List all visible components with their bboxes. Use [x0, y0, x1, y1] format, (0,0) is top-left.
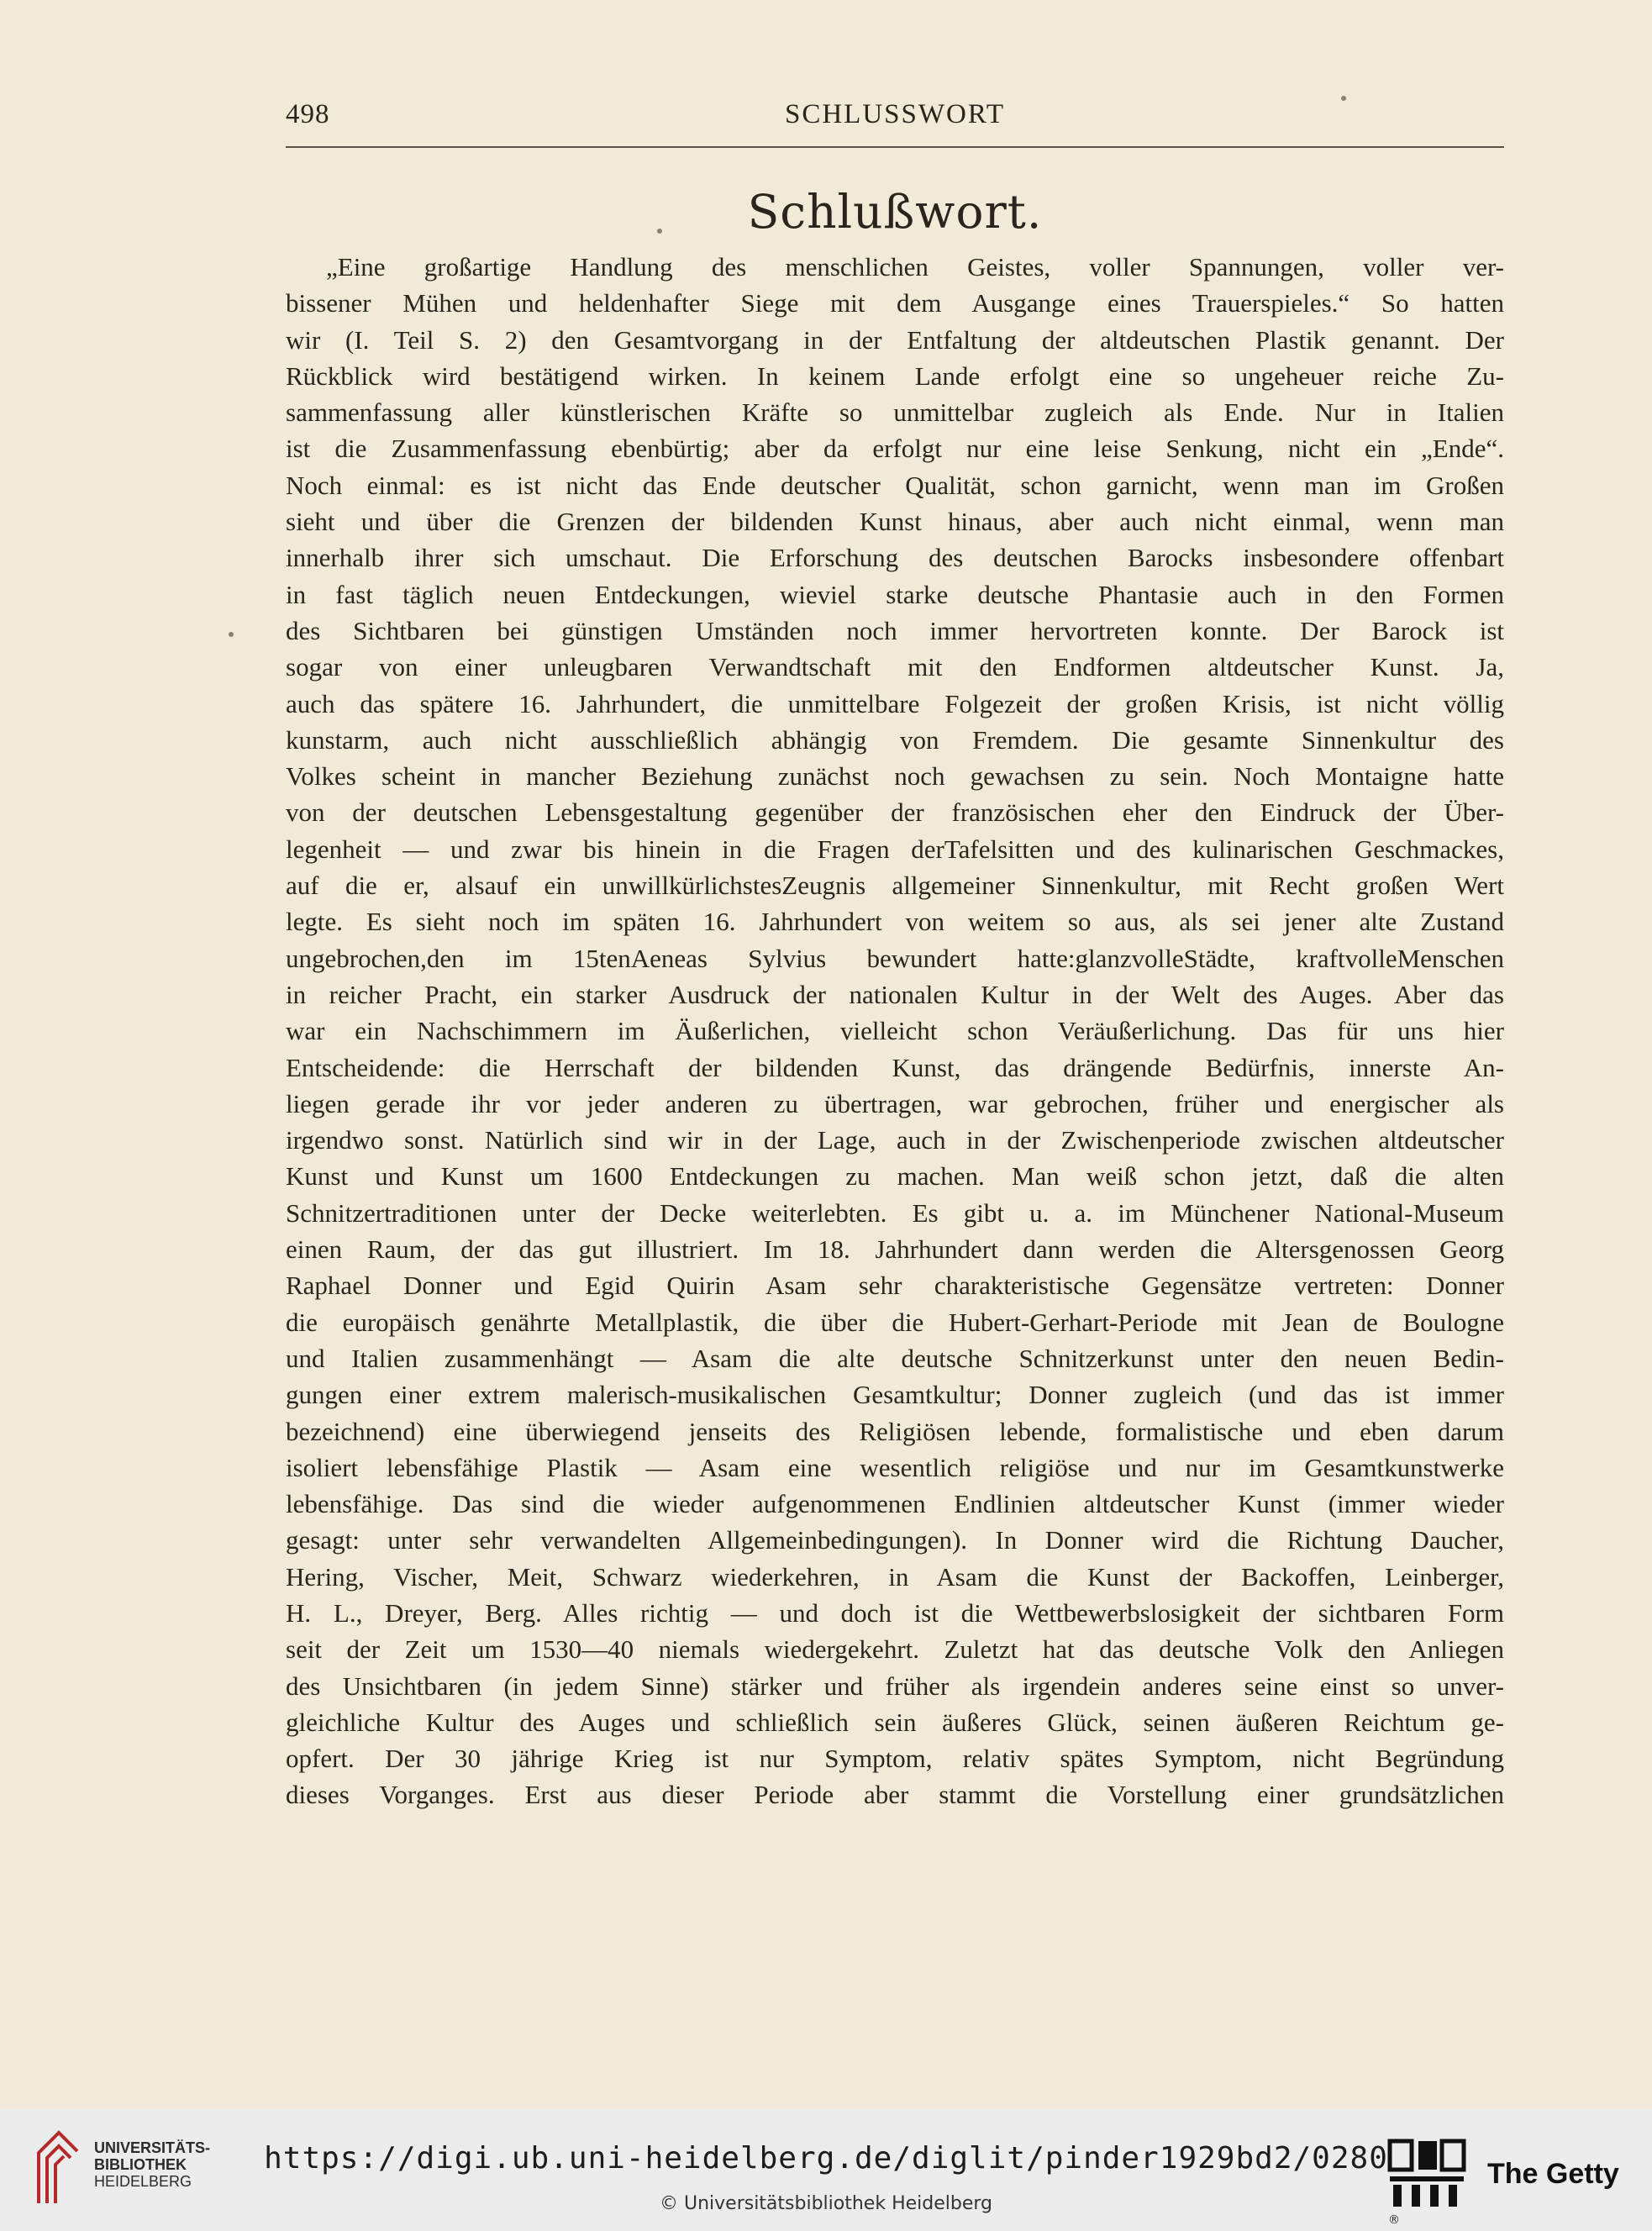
text-line: legte. Es sieht noch im späten 16. Jahrhundert von weitem so aus, als sei jener alte Zustand: [286, 907, 1504, 937]
text-line: isoliert lebensfähige Plastik — Asam eine wesentlich religiöse und nur im Gesamtkunstwerke: [286, 1452, 1504, 1482]
text-line: sieht und über die Grenzen der bildenden Kunst hinaus, aber auch nicht einmal, wenn man: [286, 507, 1504, 537]
page-number: 498: [286, 99, 330, 129]
text-line: bezeichnend) eine überwiegend jenseits des Religiösen lebende, formalistische und eben darum: [286, 1416, 1504, 1446]
text-line: „Eine großartige Handlung des menschlichen Geistes, voller Spannungen, voller ver-: [326, 252, 1504, 282]
text-line: Raphael Donner und Egid Quirin Asam sehr charakteristische Gegensätze vertreten: Donner: [286, 1271, 1504, 1301]
text-line: legenheit — und zwar bis hinein in die Fragen derTafelsitten und des kulinarischen Geschmackes,: [286, 834, 1504, 864]
speck-mark: [1341, 96, 1346, 101]
text-line: seit der Zeit um 1530—40 niemals wiedergekehrt. Zuletzt hat das deutsche Volk den Anliegen: [286, 1634, 1504, 1665]
text-line: gleichliche Kultur des Auges und schließlich sein äußeres Glück, seinen äußeren Reichtum ge-: [286, 1707, 1504, 1737]
text-line: Volkes scheint in mancher Beziehung zunächst noch gewachsen zu sein. Noch Montaigne hatte: [286, 761, 1504, 792]
text-line: gungen einer extrem malerisch-musikalischen Gesamtkultur; Donner zugleich (und das ist immer: [286, 1380, 1504, 1410]
text-line: sogar von einer unleugbaren Verwandtschaft mit den Endformen altdeutscher Kunst. Ja,: [286, 652, 1504, 682]
text-line: Schnitzertraditionen unter der Decke weiterlebten. Es gibt u. a. im Münchener National-Museum: [286, 1197, 1504, 1228]
text-line: war ein Nachschimmern im Äußerlichen, vielleicht schon Veräußerlichung. Das für uns hier: [286, 1016, 1504, 1046]
permalink-url[interactable]: https://digi.ub.uni-heidelberg.de/diglit/pinder1929bd2/0280: [264, 2141, 1388, 2176]
text-line: in reicher Pracht, ein starker Ausdruck der nationalen Kultur in der Welt des Auges. Aber das: [286, 979, 1504, 1009]
partner-name: The Getty: [1487, 2158, 1619, 2190]
text-line: dieses Vorganges. Erst aus dieser Periode aber stammt die Vorstellung einer grundsätzlichen: [286, 1780, 1504, 1810]
registered-mark: ®: [1388, 2213, 1400, 2227]
text-line: ungebrochen,den im 15tenAeneas Sylvius bewundert hatte:glanzvolleStädte, kraftvolleMenschen: [286, 943, 1504, 973]
text-line: auch das spätere 16. Jahrhundert, die unmittelbare Folgezeit der großen Krisis, ist nicht völlig: [286, 688, 1504, 718]
text-line: H. L., Dreyer, Berg. Alles richtig — und doch ist die Wettbewerbslosigkeit der sichtbaren Form: [286, 1597, 1504, 1628]
text-line: des Unsichtbaren (in jedem Sinne) stärker und früher als irgendein anderes seine einst so unver-: [286, 1671, 1504, 1701]
speck-mark: [229, 632, 234, 637]
text-line: von der deutschen Lebensgestaltung gegenüber der französischen eher den Eindruck der Über-: [286, 797, 1504, 828]
text-line: Kunst und Kunst um 1600 Entdeckungen zu machen. Man weiß schon jetzt, daß die alten: [286, 1161, 1504, 1192]
chapter-title: Schlußwort.: [747, 185, 1043, 239]
text-line: bissener Mühen und heldenhafter Siege mit dem Ausgange eines Trauerspieles.“ So hatten: [286, 288, 1504, 318]
text-line: die europäisch genährte Metallplastik, die über die Hubert-Gerhart-Periode mit Jean de Boulogne: [286, 1307, 1504, 1337]
text-line: kunstarm, auch nicht ausschließlich abhängig von Fremdem. Die gesamte Sinnenkultur des: [286, 724, 1504, 755]
text-line: liegen gerade ihr vor jeder anderen zu übertragen, war gebrochen, früher und energischer als: [286, 1088, 1504, 1118]
text-line: Entscheidende: die Herrschaft der bildenden Kunst, das drängende Bedürfnis, innerste An-: [286, 1052, 1504, 1082]
text-line: irgendwo sonst. Natürlich sind wir in der Lage, auch in der Zwischenperiode zwischen altdeutscher: [286, 1125, 1504, 1155]
getty-logo-icon: [1386, 2138, 1467, 2212]
body-text: [286, 249, 1504, 1813]
text-line: wir (I. Teil S. 2) den Gesamtvorgang in der Entfaltung der altdeutschen Plastik genannt. Der: [286, 324, 1504, 355]
text-line: einen Raum, der das gut illustriert. Im 18. Jahrhundert dann werden die Altersgenossen Georg: [286, 1234, 1504, 1265]
text-line: und Italien zusammenhängt — Asam die alte deutsche Schnitzerkunst unter den neuen Bedin-: [286, 1343, 1504, 1373]
text-line: des Sichtbaren bei günstigen Umständen noch immer hervortreten konnte. Der Barock ist: [286, 615, 1504, 645]
text-line: gesagt: unter sehr verwandelten Allgemeinbedingungen). In Donner wird die Richtung Daucher,: [286, 1525, 1504, 1555]
copyright-notice: © Universitätsbibliothek Heidelberg: [659, 2193, 992, 2214]
text-line: Hering, Vischer, Meit, Schwarz wiederkehren, in Asam die Kunst der Backoffen, Leinberger,: [286, 1561, 1504, 1592]
running-title: SCHLUSSWORT: [784, 99, 1006, 129]
running-head: [286, 99, 1504, 148]
text-line: Noch einmal: es ist nicht das Ende deutscher Qualität, schon garnicht, wenn man im Großen: [286, 470, 1504, 500]
text-line: Rückblick wird bestätigend wirken. In keinem Lande erfolgt eine so ungeheuer reiche Zu-: [286, 360, 1504, 391]
text-line: ist die Zusammenfassung ebenbürtig; aber da erfolgt nur eine leise Senkung, nicht ein „Ende“.: [286, 434, 1504, 464]
library-name-line: HEIDELBERG: [94, 2173, 192, 2190]
text-line: in fast täglich neuen Entdeckungen, wieviel starke deutsche Phantasie auch in den Formen: [286, 579, 1504, 609]
library-name-line: UNIVERSITÄTS-: [94, 2139, 211, 2156]
viewer-footer: [0, 2109, 1652, 2231]
text-line: sammenfassung aller künstlerischen Kräfte so unmittelbar zugleich als Ende. Nur in Italien: [286, 397, 1504, 428]
library-name-line: BIBLIOTHEK: [94, 2156, 187, 2173]
text-line: opfert. Der 30 jährige Krieg ist nur Symptom, relativ spätes Symptom, nicht Begründung: [286, 1744, 1504, 1774]
text-line: lebensfähige. Das sind die wieder aufgenommenen Endlinien altdeutscher Kunst (immer wieder: [286, 1489, 1504, 1519]
speck-mark: [657, 229, 662, 234]
text-line: auf die er, alsauf ein unwillkürlichstesZeugnis allgemeiner Sinnenkultur, mit Recht großen Wert: [286, 871, 1504, 901]
text-line: innerhalb ihrer sich umschaut. Die Erforschung des deutschen Barocks insbesondere offenbart: [286, 543, 1504, 573]
